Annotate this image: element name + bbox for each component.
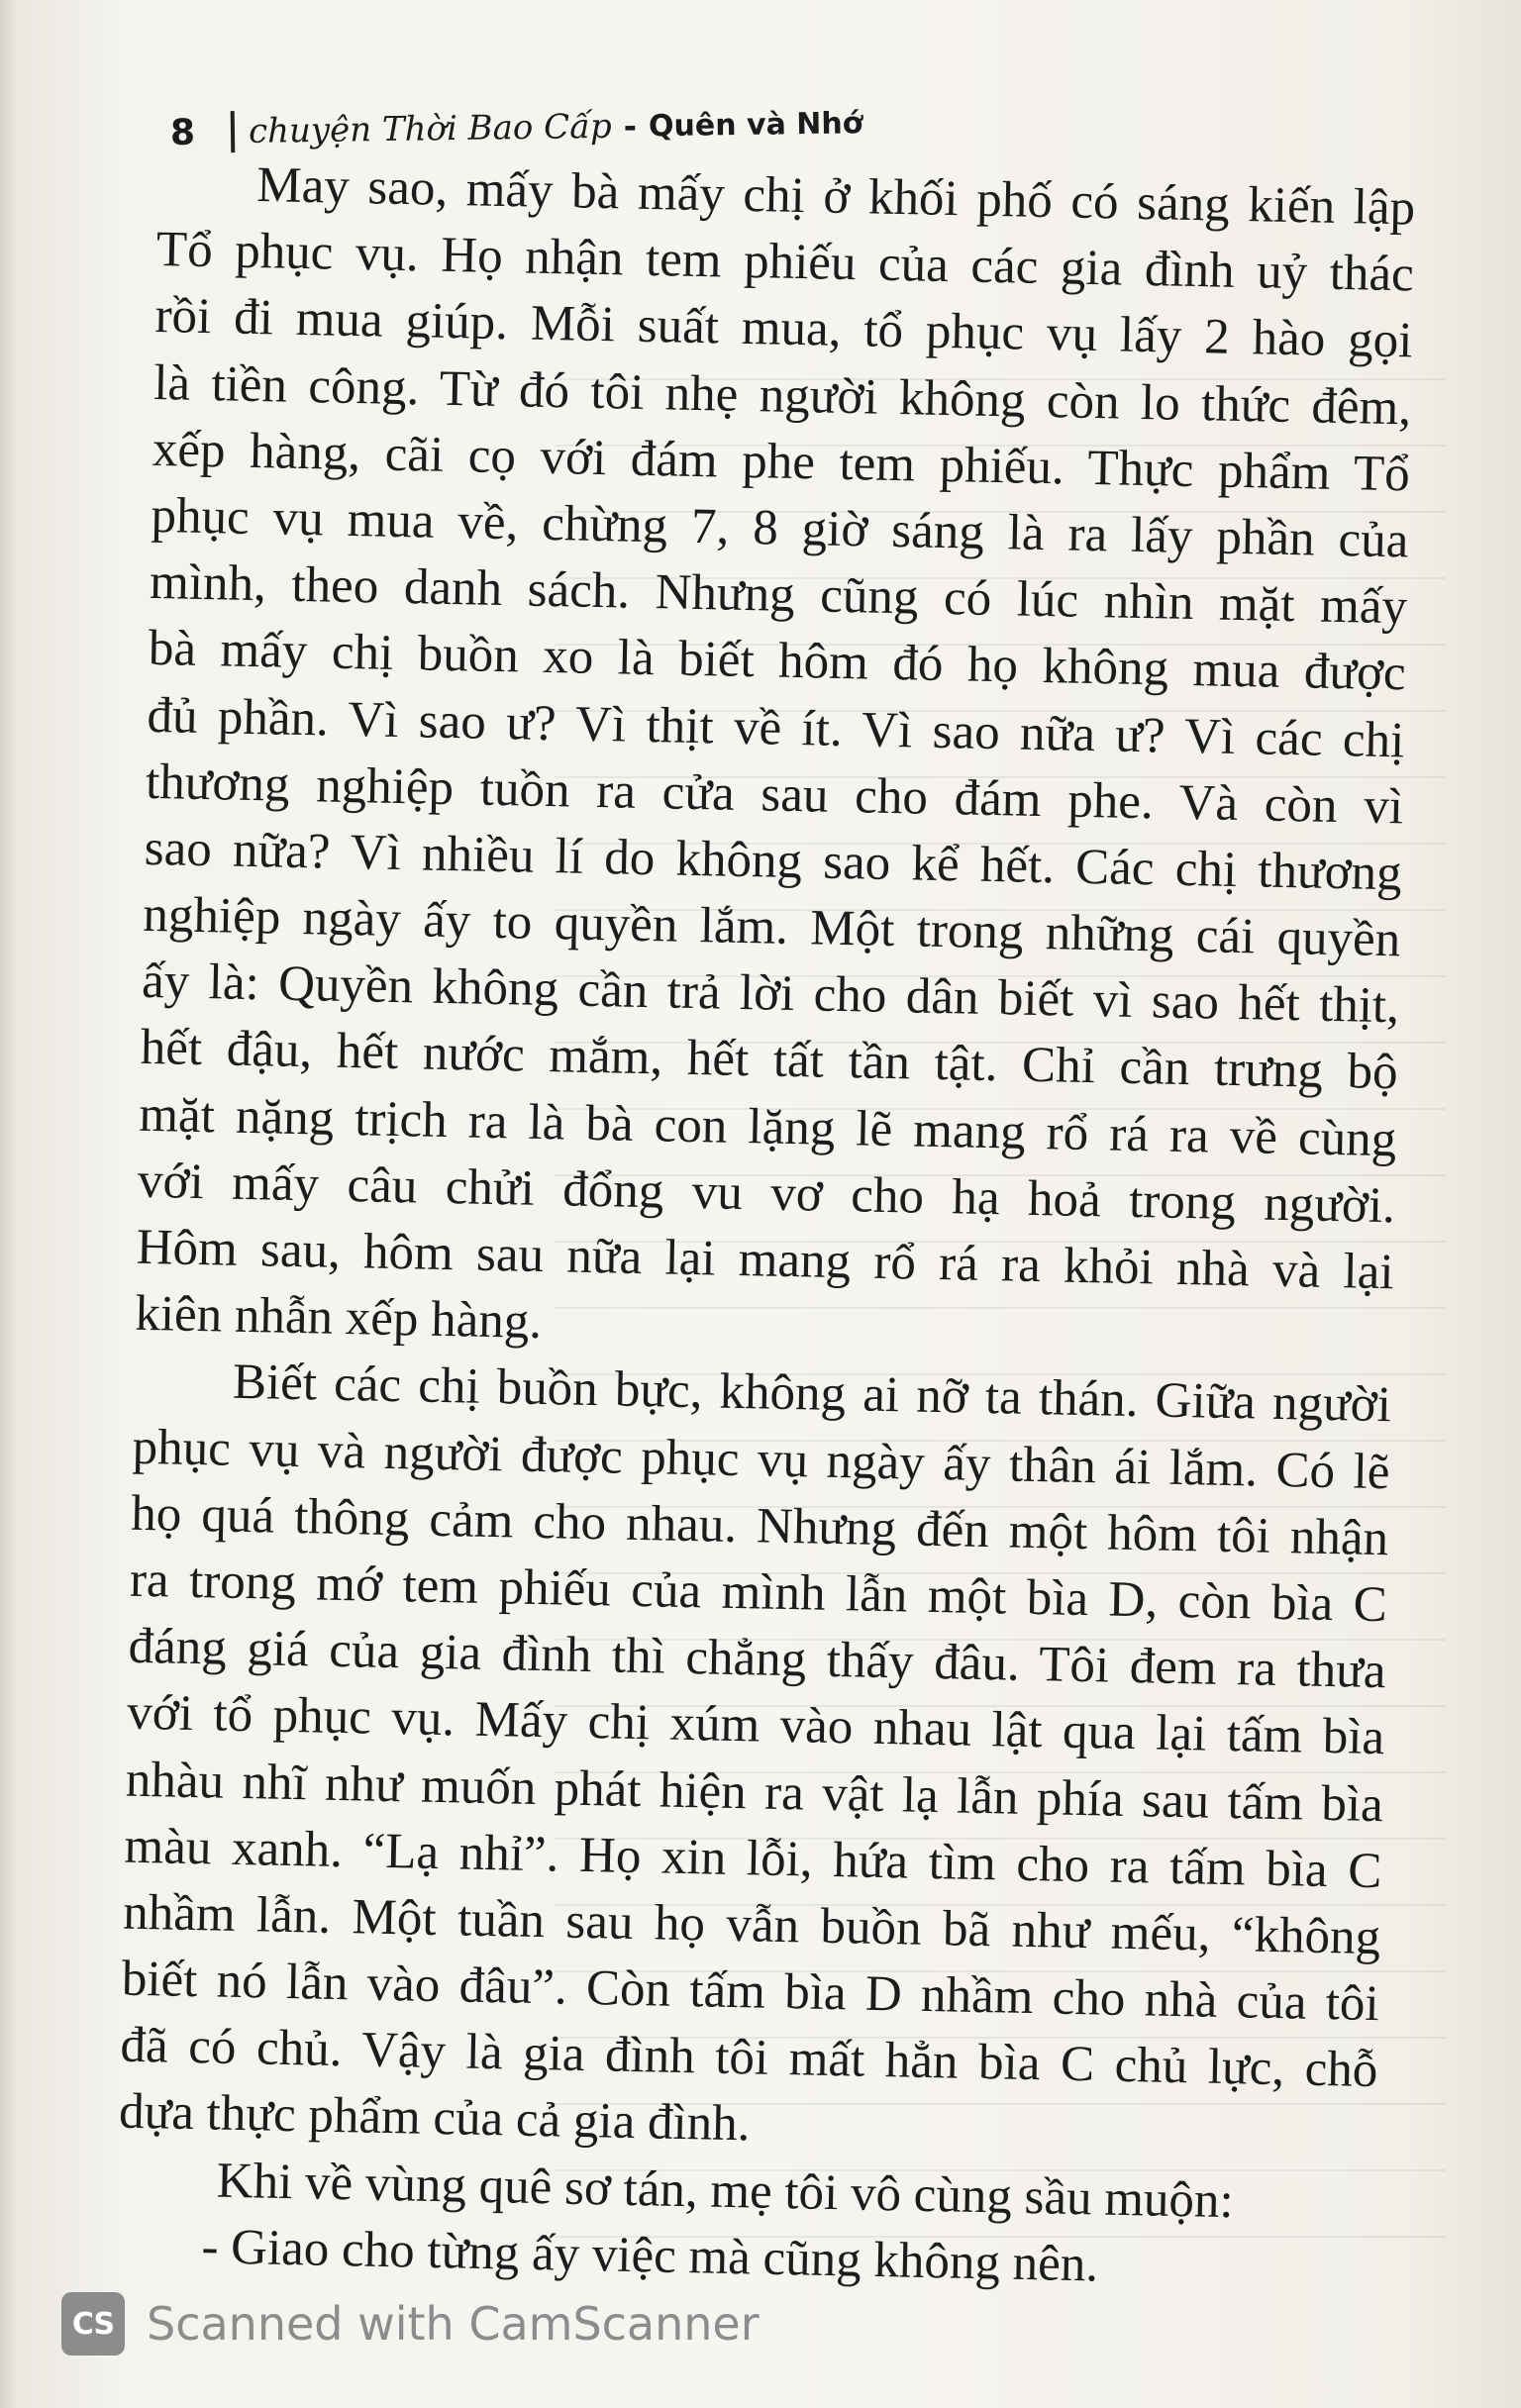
text-line: Hôm sau, hôm sau nữa lại mang rổ rá ra khỏi nhà và lại xyxy=(136,1219,1395,1301)
header-dash: - xyxy=(623,107,638,146)
watermark-text: Scanned with CamScanner xyxy=(147,2297,760,2351)
text-line: biết nó lẫn vào đâu”. Còn tấm bìa D nhầm cho nhà của tôi xyxy=(121,1951,1380,2033)
text-line: đáng giá của gia đình thì chẳng thấy đâu. Tôi đem ra thưa xyxy=(128,1618,1386,1700)
text-line: mặt nặng trịch ra là bà con lặng lẽ mang rổ rá ra về cùng xyxy=(138,1086,1397,1167)
text-line: phục vụ và người được phục vụ ngày ấy thân ái lắm. Có lẽ xyxy=(132,1419,1391,1500)
text-line: Biết các chị buồn bực, không ai nỡ ta thán. Giữa người xyxy=(232,1354,1392,1434)
text-line: với mấy câu chửi đổng vu vơ cho hạ hoả trong người. xyxy=(137,1153,1396,1235)
text-line: là tiền công. Từ đó tôi nhẹ người không còn lo thức đêm, xyxy=(152,354,1412,436)
text-line: ấy là: Quyền không cần trả lời cho dân biết vì sao hết thịt, xyxy=(141,953,1400,1035)
camscanner-logo-icon: CS xyxy=(61,2292,125,2356)
text-line: mình, theo danh sách. Nhưng cũng có lúc nhìn mặt mấy xyxy=(149,554,1408,636)
text-line: đã có chủ. Vậy là gia đình tôi mất hẳn bìa C chủ lực, chỗ xyxy=(120,2017,1378,2099)
text-line: Tổ phục vụ. Họ nhận tem phiếu của các gia đình uỷ thác xyxy=(155,222,1415,303)
page-edge-shadow xyxy=(0,0,18,2408)
text-line: sao nữa? Vì nhiều lí do không sao kể hết. Các chị thương xyxy=(144,820,1403,902)
text-line: thương nghiệp tuồn ra cửa sau cho đám phe. Và còn vì xyxy=(145,753,1404,836)
text-line: kiên nhẫn xếp hàng. xyxy=(134,1285,543,1351)
book-subtitle: Quên và Nhớ xyxy=(648,105,863,144)
text-line: xếp hàng, cãi cọ với đám phe tem phiếu. Thực phẩm Tổ xyxy=(152,421,1411,503)
header-divider xyxy=(231,111,236,152)
text-line: phục vụ mua về, chừng 7, 8 giờ sáng là ra lấy phần của xyxy=(151,487,1409,569)
body-text xyxy=(116,150,1416,2304)
text-line: với tổ phục vụ. Mấy chị xúm vào nhau lật qua lại tấm bìa xyxy=(126,1685,1385,1766)
text-line: màu xanh. “Lạ nhỉ”. Họ xin lỗi, hứa tìm cho ra tấm bìa C xyxy=(124,1818,1382,1899)
text-line: rồi đi mua giúp. Mỗi suất mua, tổ phục vụ lấy 2 hào gọi xyxy=(154,288,1413,369)
text-line: đủ phần. Vì sao ư? Vì thịt về ít. Vì sao nữa ư? Vì các chị xyxy=(146,687,1405,768)
text-line: hết đậu, hết nước mắm, hết tất tần tật. Chỉ cần trưng bộ xyxy=(140,1020,1399,1101)
page-number: 8 xyxy=(169,112,196,153)
text-line: dựa thực phẩm của cả gia đình. xyxy=(118,2084,751,2153)
text-line: Khi về vùng quê sơ tán, mẹ tôi vô cùng sầu muộn: xyxy=(216,2153,1235,2229)
text-line: bà mấy chị buồn xo là biết hôm đó họ không mua được xyxy=(148,621,1407,702)
text-line: ra trong mớ tem phiếu của mình lẫn một bìa D, còn bìa C xyxy=(129,1552,1388,1634)
text-line: nghiệp ngày ấy to quyền lắm. Một trong những cái quyền xyxy=(142,886,1401,968)
text-line: họ quá thông cảm cho nhau. Nhưng đến một hôm tôi nhận xyxy=(130,1485,1389,1566)
text-line: May sao, mấy bà mấy chị ở khối phố có sáng kiến lập xyxy=(255,157,1416,237)
camscanner-watermark xyxy=(61,2289,760,2358)
text-line: - Giao cho từng ấy việc mà cũng không nên. xyxy=(200,2219,1099,2293)
text-line: nhàu nhĩ như muốn phát hiện ra vật lạ lẫn phía sau tấm bìa xyxy=(125,1752,1384,1833)
book-title: chuyện Thời Bao Cấp xyxy=(248,106,613,151)
text-line: nhầm lẫn. Một tuần sau họ vẫn buồn bã như mếu, “không xyxy=(122,1884,1381,1965)
